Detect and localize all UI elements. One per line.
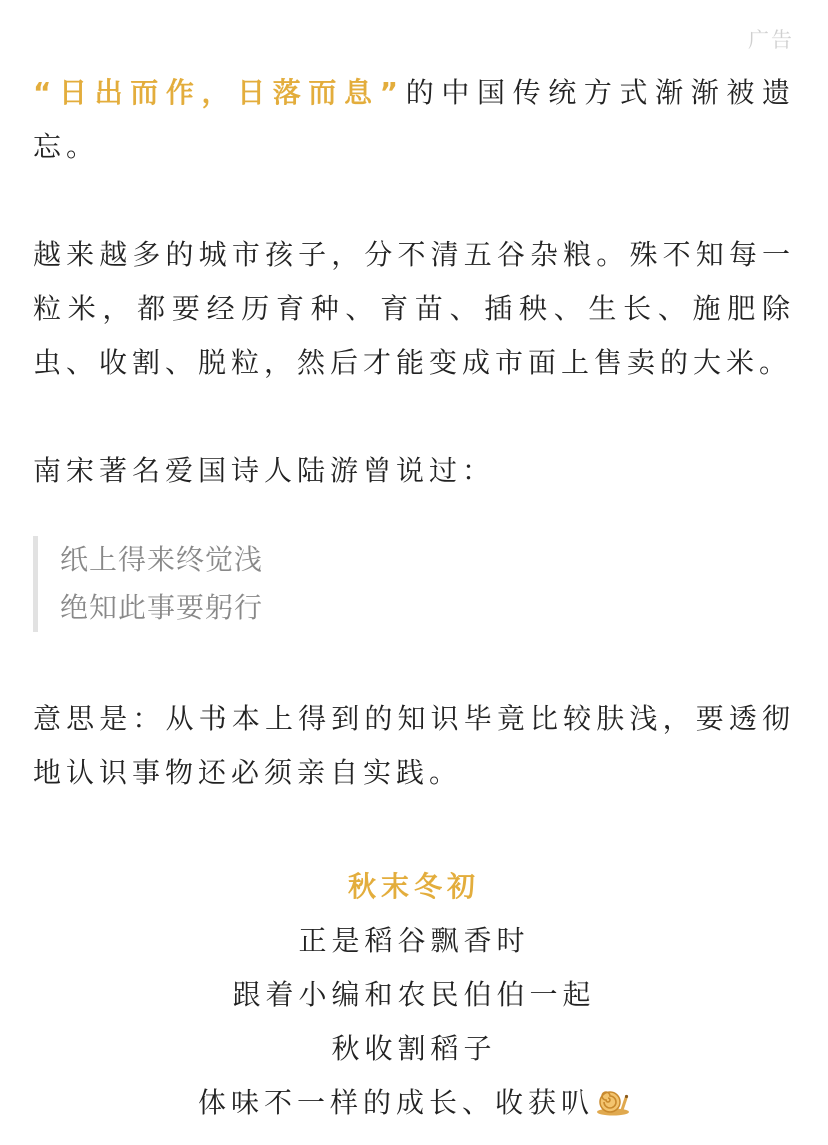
closing-line-2: 跟着小编和农民伯伯一起	[232, 978, 596, 1011]
closing-line-4	[0, 1076, 828, 1130]
paragraph-intro-text: 的中国传统方式渐渐被遗忘。	[33, 76, 795, 163]
highlight-phrase: “日出而作，日落而息”	[33, 76, 404, 109]
poem-blockquote	[33, 536, 795, 632]
closing-line-1: 正是稻谷飘香时	[298, 924, 530, 957]
ad-label[interactable]: 广告	[748, 28, 794, 52]
paragraph-meaning: 意思是：从书本上得到的知识毕竟比较肤浅，要透彻地认识事物还必须亲自实践。	[33, 702, 795, 789]
paragraph-intro	[33, 66, 795, 174]
paragraph-city-children: 越来越多的城市孩子，分不清五谷杂粮。殊不知每一粒米，都要经历育种、育苗、插秧、生长、施肥除虫、收割、脱粒，然后才能变成市面上售卖的大米。	[33, 238, 795, 379]
poem-line-1: 纸上得来终觉浅	[60, 543, 264, 576]
article-body	[33, 66, 795, 854]
poem-line-2: 绝知此事要躬行	[60, 591, 264, 624]
closing-line-3: 秋收割稻子	[331, 1032, 497, 1065]
closing-line-4-text: 体味不一样的成长、收获叭	[197, 1086, 594, 1119]
paragraph-lu-you: 南宋著名爱国诗人陆游曾说过：	[33, 454, 496, 487]
closing-title: 秋末冬初	[347, 870, 480, 903]
closing-section	[0, 860, 828, 1130]
snail-icon	[596, 1080, 630, 1108]
